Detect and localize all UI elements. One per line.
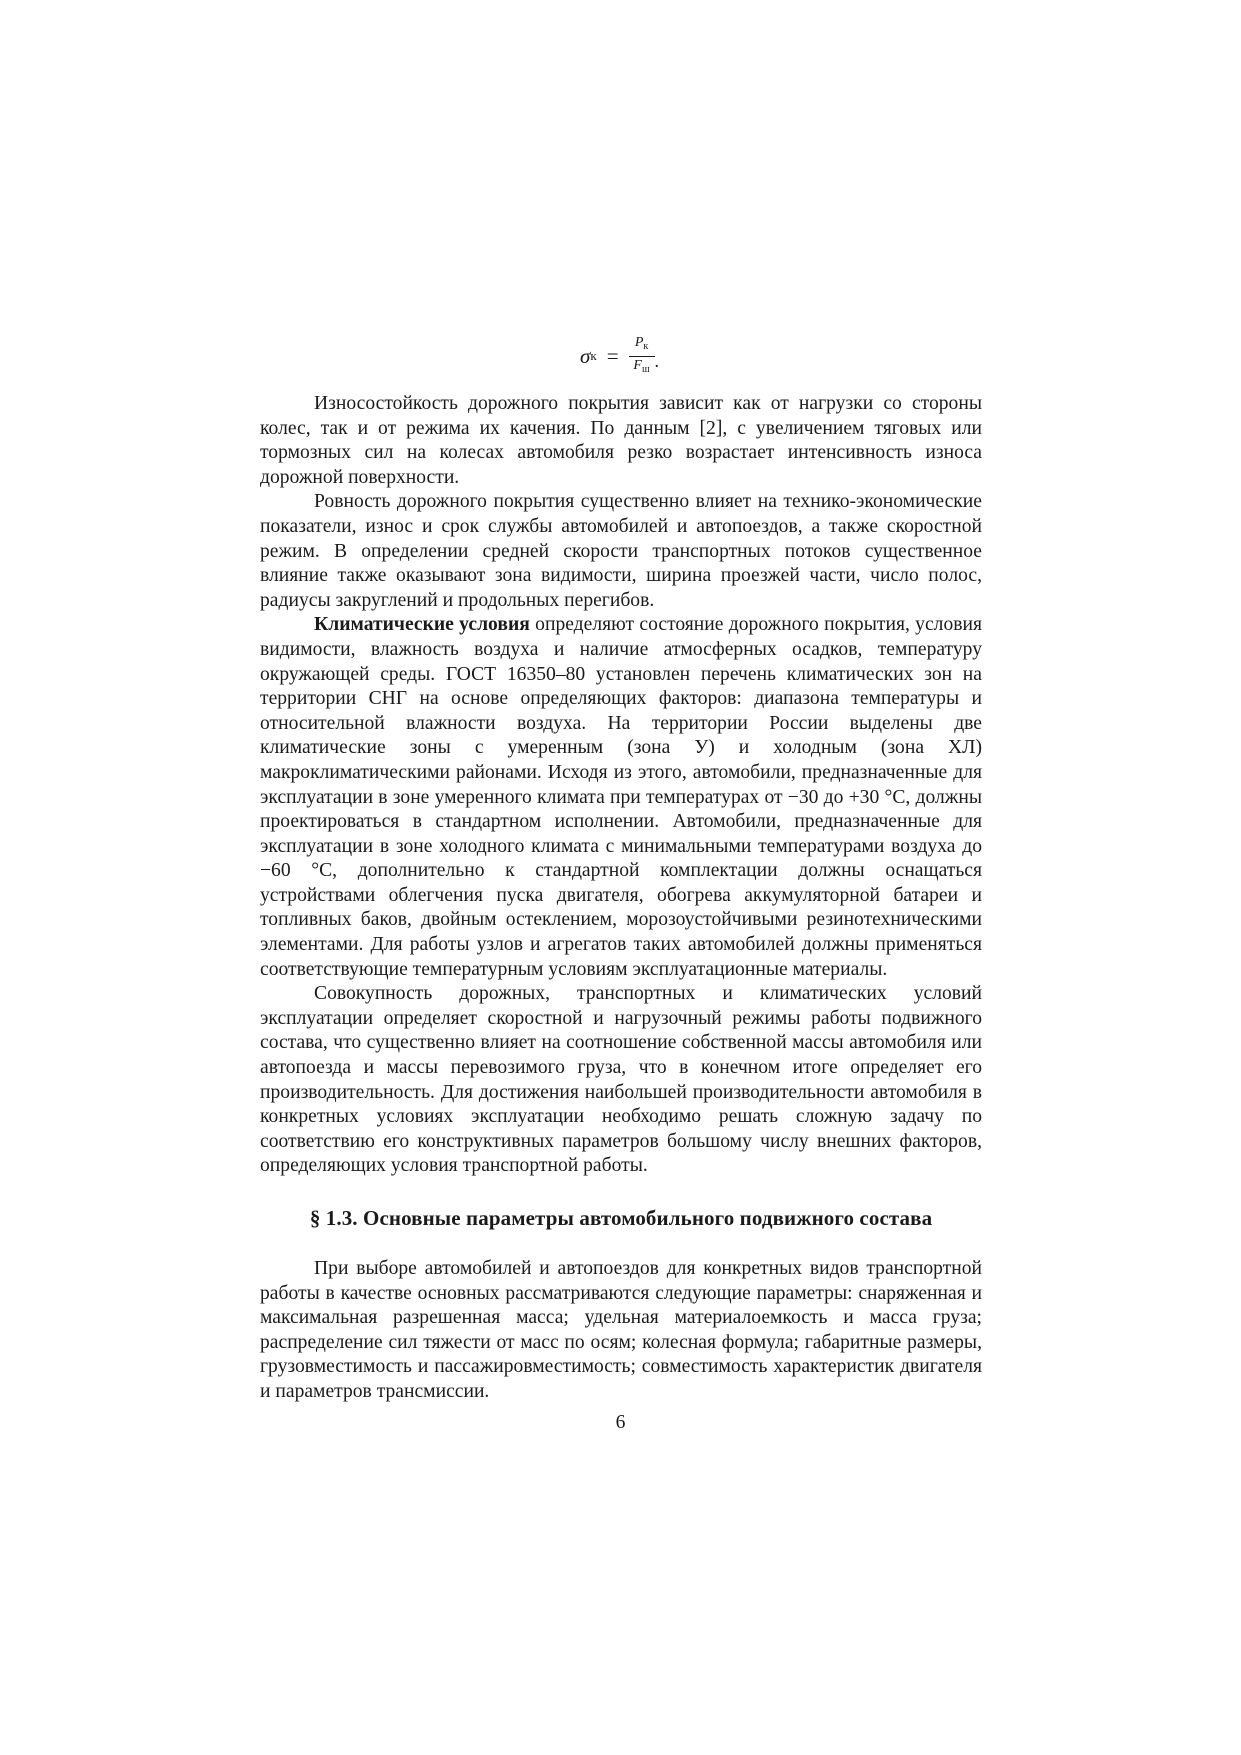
formula-lhs-symbol: σ <box>580 343 591 368</box>
formula-numerator: $P_к$ <box>634 334 649 352</box>
paragraph-main-parameters: При выборе автомобилей и автопоездов для конкретных видов транспортной работы в качестве основных рассматриваются следующие параметры: снаряженная и максимальная разрешенная масса; удельная материалоемкость и масса груза; распределение сил тяжести от масс по осям; колесная формула; габаритные размеры, грузовместимость и пассажировместимость; совместимость характеристик двигателя и параметров трансмиссии. <box>260 1258 982 1402</box>
paragraph-road-evenness: Ровность дорожного покрытия существенно влияет на технико-экономические показатели, износ и срок службы автомобилей и автопоездов, а также скоростной режим. В определении средней скорости транспортных потоков существенное влияние также оказывают зона видимости, ширина проезжей части, число полос, радиусы закруглений и продольных перегибов. <box>260 491 982 611</box>
page-body <box>260 330 982 1405</box>
paragraph-operating-conditions: Совокупность дорожных, транспортных и климатических условий эксплуатации определяет скоростной и нагрузочный режимы работы подвижного состава, что существенно влияет на соотношение собственной массы автомобиля или автопоезда и массы перевозимого груза, что в конечном итоге определяет его производительность. Для достижения наибольшей производительности автомобиля в конкретных условиях эксплуатации необходимо решать сложную задачу по соответствию его конструктивных параметров большому числу внешних факторов, определяющих условия транспортной работы. <box>260 983 982 1177</box>
formula-lhs-subscript: к <box>590 348 597 363</box>
formula-denominator: $F_ш$ <box>633 357 650 375</box>
page-number: 6 <box>615 1412 626 1433</box>
paragraph-climate-conditions <box>260 613 982 982</box>
climate-conditions-term: Климатические условия <box>314 614 530 636</box>
formula-fraction <box>629 334 655 379</box>
section-heading: § 1.3. Основные параметры автомобильного подвижного состава <box>309 1206 933 1230</box>
climate-conditions-text: определяют состояние дорожного покрытия, условия видимости, влажность воздуха и наличие атмосферных осадков, температуру окружающей среды. ГОСТ 16350–80 установлен перечень климатических зон на территории СНГ на основе определяющих факторов: диапазона температуры и относительной влажности воздуха. На территории России выделены две климатические зоны с умеренным (зона У) и холодным (зона ХЛ) макроклиматическими районами. Исходя из этого, автомобили, предназначенные для эксплуатации в зоне умеренного климата при температурах от −30 до +30 °С, должны проектироваться в стандартном исполнении. Автомобили, предназначенные для эксплуатации в зоне холодного климата с минимальными температурами воздуха до −60 °С, дополнительно к стандартной комплектации должны оснащаться устройствами облегчения пуска двигателя, обогрева аккумуляторной батареи и топливных баков, двойным остеклением, морозоустойчивыми резинотехническими элементами. Для работы узлов и агрегатов таких автомобилей должны применяться соответствующие температурным условиям эксплуатационные материалы. <box>260 614 982 980</box>
paragraph-wear-resistance: Износостойкость дорожного покрытия зависит как от нагрузки со стороны колес, так и от режима их качения. По данным [2], с увеличением тяговых или тормозных сил на колесах автомобиля резко возрастает интенсивность износа дорожной поверхности. <box>260 393 982 488</box>
formula <box>260 330 982 382</box>
formula-equals: = <box>606 343 619 368</box>
formula-period: . <box>654 351 660 371</box>
